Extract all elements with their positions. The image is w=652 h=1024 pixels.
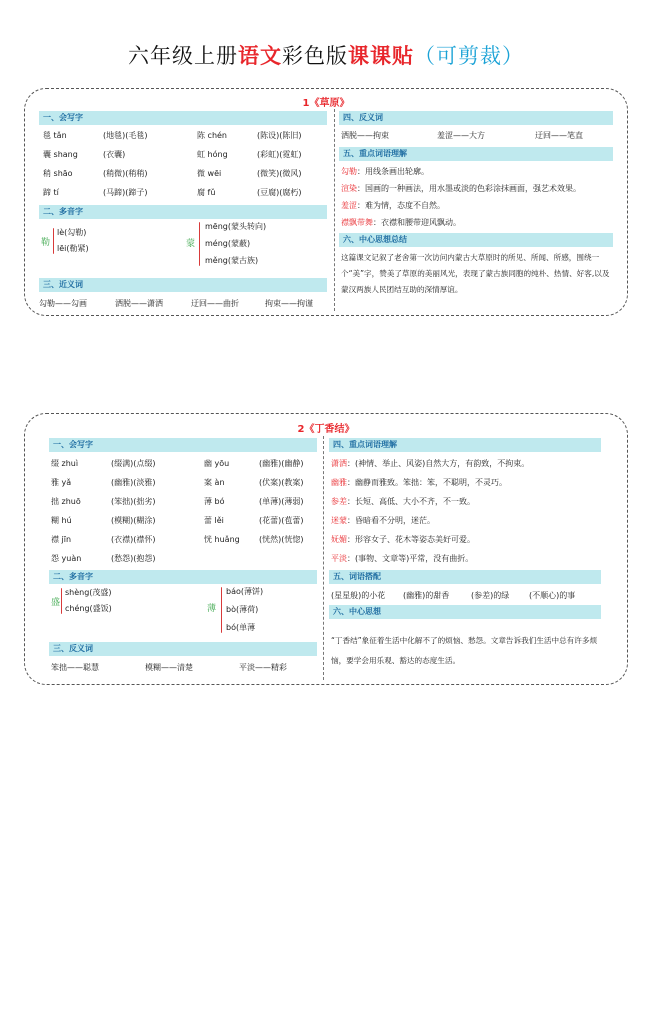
right-column [339,111,613,298]
word-row: 毯 tǎn (地毯)(毛毯) 陈 chén (陈设)(陈旧) [43,131,302,140]
word-row: 缀 zhuì (缀满)(点缀) 幽 yōu (幽雅)(幽静) [51,459,304,468]
section-header: 四、反义词 [339,111,613,125]
word-row: 拙 zhuō (笨拙)(拙劣) 薄 bó (单薄)(薄弱) [51,497,304,506]
word-row: 囊 shang (衣囊) 虹 hóng (彩虹)(霓虹) [43,150,302,159]
section-header: 五、词语搭配 [329,570,601,584]
card-title: 2《丁香结》 [297,424,355,435]
column-divider [334,109,335,311]
collocation-row: (星星般)的小花 (幽雅)的甜香 (参差)的绿 (不顺心)的事 [331,591,576,600]
word-row: 稍 shāo (稍微)(稍稍) 微 wēi (微笑)(微风) [43,169,302,178]
word-row: 怨 yuàn (愁怨)(抱怨) [51,554,156,563]
section-header: 五、重点词语理解 [339,147,613,161]
section-header: 三、反义词 [49,642,317,656]
card-title: 1《草原》 [302,98,350,109]
left-column [39,111,327,313]
word-row: 襟 jīn (衣襟)(襟怀) 恍 huǎng (恍然)(恍惚) [51,535,304,544]
word-list [39,126,327,204]
column-divider [323,436,324,680]
synonym-row: 勾勒——勾画 洒脱——潇洒 迂回——曲折 拘束——拘谨 [39,299,313,308]
section-header: 六、中心思想 [329,605,601,619]
word-row: 糊 hú (模糊)(糊涂) 蕾 lěi (花蕾)(苞蕾) [51,516,304,525]
term-item: 平淡：(事物、文章等)平常，没有曲折。 [331,554,474,563]
antonym-row: 笨拙——聪慧 模糊——清楚 平淡——精彩 [51,663,287,672]
term-item: 渲染：国画的一种画法，用水墨或淡的色彩涂抹画面，强艺术效果。 [341,184,581,193]
brace [221,587,222,633]
term-item: 潇洒：(神情、举止、风姿)自然大方，有韵致，不拘束。 [331,459,530,468]
term-item: 妩媚：形容女子、花木等姿态美好可爱。 [331,535,475,544]
summary-text: “丁香结”象征着生活中化解不了的烦恼、愁怨。文章告诉我们生活中总有许多烦恼，要学会用乐观、豁达的态度生活。 [331,636,598,665]
term-item: 迷蒙：昏暗看不分明，迷茫。 [331,516,435,525]
term-item: 幽雅：幽静而雅致。笨拙：笨，不聪明，不灵巧。 [331,478,507,487]
right-column [329,438,601,671]
antonym-row: 洒脱——拘束 羞涩——大方 迂回——笔直 [341,131,583,140]
section-header: 一、会写字 [39,111,327,125]
polyphone-block: 盛 shèng(茂盛) chéng(盛饭) 薄 báo(薄饼) bò(薄荷) bó(单薄 [51,587,264,632]
section-header: 二、多音字 [49,570,317,584]
page-title: 六年级上册语文彩色版课课贴（可剪裁） [128,44,524,68]
section-header: 三、近义词 [39,278,327,292]
brace [53,228,54,254]
left-column [49,438,317,677]
term-list [339,163,613,231]
lesson-card-1 [24,88,628,316]
word-row: 蹄 tí (马蹄)(蹄子) 腐 fǔ (豆腐)(腐朽) [43,188,302,197]
section-header: 二、多音字 [39,205,327,219]
word-list [49,454,317,568]
brace [199,222,200,266]
word-row: 雅 yǎ (幽雅)(淡雅) 案 àn (伏案)(教案) [51,478,304,487]
polyphone-block: 勒 lè(勾勒) lēi(勒紧) 蒙 mēng(蒙头转向) méng(蒙蔽) měng(蒙古族) [41,222,267,265]
term-item: 参差：长短、高低、大小不齐，不一致。 [331,497,475,506]
term-item: 襟飘带舞：衣襟和腰带迎风飘动。 [341,218,461,227]
term-item: 羞涩：难为情，态度不自然。 [341,201,445,210]
section-header: 六、中心思想总结 [339,233,613,247]
brace [61,588,62,614]
summary-text: 这篇课文记叙了老舍第一次访问内蒙古大草原时的所见、所闻、所感，围绕一个“美”字，赞美了草原的美丽风光，表现了蒙古族同胞的纯朴、热情、好客,以及蒙汉两族人民团结互助的深情厚谊。 [341,253,610,294]
term-item: 勾勒：用线条画出轮廓。 [341,167,429,176]
section-header: 四、重点词语理解 [329,438,601,452]
lesson-card-2 [24,413,628,685]
section-header: 一、会写字 [49,438,317,452]
term-list [329,454,601,568]
